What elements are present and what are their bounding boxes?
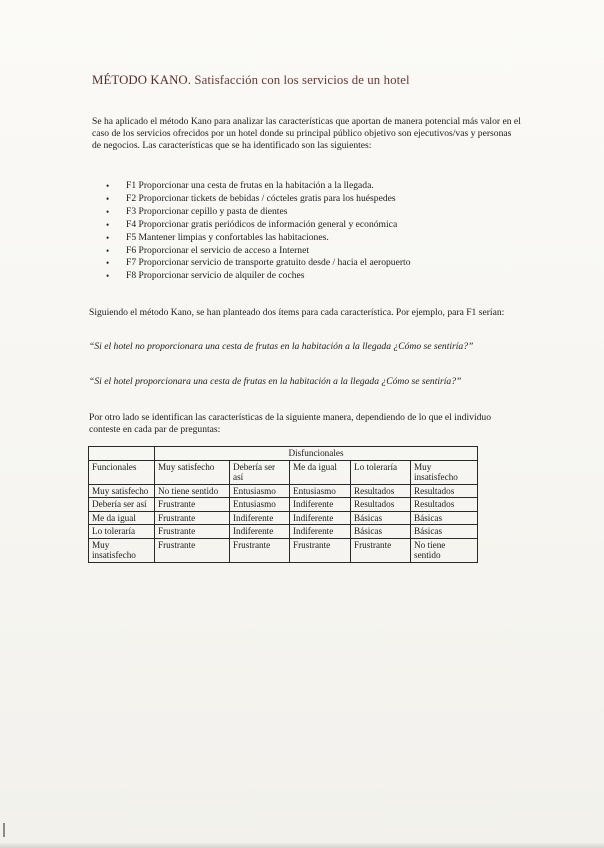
column-header: Muy satisfecho (155, 460, 230, 484)
row-label: Lo toleraría (89, 525, 155, 539)
table-cell: Frustrante (290, 538, 351, 562)
bullet-icon: • (106, 245, 110, 256)
table-corner-blank (89, 447, 155, 461)
document-title (92, 73, 410, 88)
table-cell: Frustrante (155, 498, 230, 512)
feature-list (106, 180, 411, 283)
table-cell: Básicas (411, 525, 478, 539)
question-negative: “Si el hotel no proporcionara una cesta de frutas en la habitación a la llegada ¿Cómo se sentiría?” (89, 341, 474, 352)
table-cell: Frustrante (155, 525, 230, 539)
title-main: MÉTODO KANO. (92, 73, 192, 87)
table-cell: Entusiasmo (230, 498, 290, 512)
list-item: • F8 Proporcionar servicio de alquiler de coches (106, 270, 305, 282)
dysfunctional-header: Disfuncionales (155, 447, 478, 461)
bullet-icon: • (106, 271, 110, 282)
row-label: Muy satisfecho (89, 484, 155, 498)
functional-header: Funcionales (89, 460, 155, 484)
table-cell: Indiferente (290, 525, 351, 539)
bullet-icon: • (106, 206, 110, 217)
bullet-icon: • (106, 219, 110, 230)
column-header: Muy insatisfecho (411, 460, 478, 484)
table-cell: Indiferente (230, 525, 290, 539)
list-item: • F2 Proporcionar tickets de bebidas / cócteles gratis para los huéspedes (106, 192, 396, 204)
table-row (89, 511, 478, 525)
table-cell: Entusiasmo (230, 484, 290, 498)
list-item: • F4 Proporcionar gratis periódicos de información general y económica (106, 218, 398, 230)
table-cell: Resultados (411, 498, 478, 512)
row-label: Debería ser así (89, 498, 155, 512)
table-row (89, 525, 478, 539)
table-cell: Resultados (351, 484, 411, 498)
table-cell: Resultados (411, 484, 478, 498)
list-item: • F6 Proporcionar el servicio de acceso a Internet (106, 244, 310, 256)
bullet-icon: • (106, 181, 110, 191)
table-cell: Indiferente (230, 511, 290, 525)
question-positive: “Si el hotel proporcionara una cesta de frutas en la habitación a la llegada ¿Cómo se sentiría?” (89, 376, 462, 387)
page-shadow (0, 842, 604, 848)
table-cell: Básicas (351, 511, 411, 525)
table-cell: Frustrante (155, 511, 230, 525)
bullet-icon: • (106, 193, 110, 204)
table-header-top (89, 447, 478, 461)
table-row (89, 538, 478, 562)
table-row (89, 498, 478, 512)
table-cell: No tiene sentido (155, 484, 230, 498)
kano-table (88, 446, 478, 563)
bullet-icon: • (106, 258, 110, 269)
row-label: Me da igual (89, 511, 155, 525)
page-edge-mark (3, 823, 5, 837)
bullet-icon: • (106, 232, 110, 243)
intro-paragraph: Se ha aplicado el método Kano para analizar las características que aportan de manera potencial más valor en el caso de los servicios ofrecidos por un hotel donde su principal público objetivo son ejecutivos/vas y personas de negocios. Las características que se ha identificado son las siguientes: (92, 116, 521, 152)
list-item: • F1 Proporcionar una cesta de frutas en la habitación a la llegada. (106, 180, 374, 191)
method-paragraph: Siguiendo el método Kano, se han planteado dos ítems para cada característica. Por ejemplo, para F1 serían: (89, 307, 505, 318)
table-cell: Resultados (351, 498, 411, 512)
table-cell: Básicas (411, 511, 478, 525)
column-header: Debería ser así (230, 460, 290, 484)
table-cell: No tiene sentido (411, 538, 478, 562)
list-item: • F5 Mantener limpias y confortables las habitaciones. (106, 231, 329, 243)
table-cell: Indiferente (290, 498, 351, 512)
column-header: Lo toleraría (351, 460, 411, 484)
table-cell: Frustrante (230, 538, 290, 562)
title-rest: Satisfacción con los servicios de un hotel (194, 73, 410, 87)
table-cell: Frustrante (351, 538, 411, 562)
table-cell: Indiferente (290, 511, 351, 525)
table-cell: Entusiasmo (290, 484, 351, 498)
table-cell: Frustrante (155, 538, 230, 562)
row-label: Muy insatisfecho (89, 538, 155, 562)
column-header: Me da igual (290, 460, 351, 484)
table-header-row (89, 460, 478, 484)
list-item: • F3 Proporcionar cepillo y pasta de dientes (106, 205, 288, 217)
list-item: • F7 Proporcionar servicio de transporte gratuito desde / hacia el aeropuerto (106, 257, 411, 269)
table-cell: Básicas (351, 525, 411, 539)
table-row (89, 484, 478, 498)
classification-paragraph: Por otro lado se identifican las características de la siguiente manera, dependiendo de lo que el individuo conteste en cada par de preguntas: (89, 412, 492, 435)
